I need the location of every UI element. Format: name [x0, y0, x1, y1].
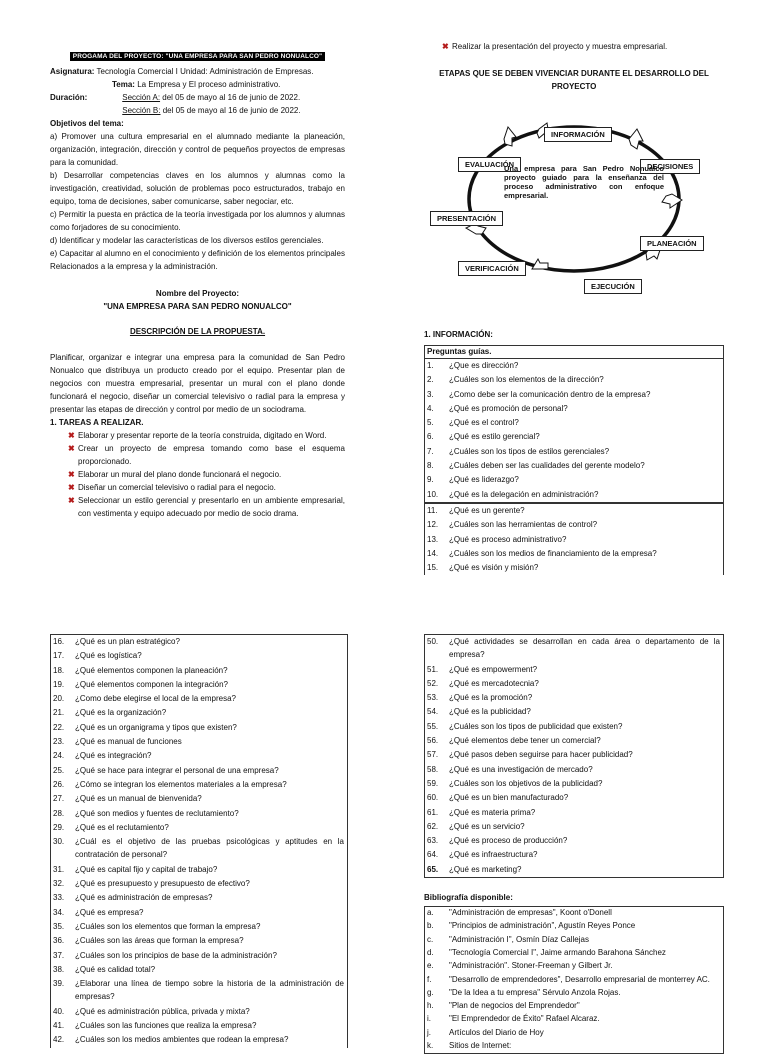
list-item [51, 692, 347, 706]
asignatura-value: Tecnología Comercial I Unidad: [96, 67, 208, 76]
duracion-line [50, 91, 345, 104]
item-number: 17. [53, 651, 65, 661]
item-text: ¿Qué es un organigrama y tipos que existen? [75, 722, 237, 732]
item-number: 14. [427, 548, 439, 558]
item-number: 55. [427, 721, 439, 731]
item-text: Artículos del Diario de Hoy [449, 1027, 544, 1037]
item-number: 64. [427, 850, 439, 860]
item-text: ¿Qué es un bien manufacturado? [449, 793, 569, 803]
item-text: ¿Elaborar una línea de tiempo sobre la historia de la administración de empresas? [75, 979, 344, 1002]
asignatura-label: Asignatura: [50, 67, 95, 76]
item-number: 42. [53, 1035, 65, 1045]
item-number: 28. [53, 808, 65, 818]
item-number: 53. [427, 693, 439, 703]
item-text: ¿Qué es integración? [75, 751, 152, 761]
seccion-b-label: Sección B: [122, 106, 161, 115]
item-number: 8. [427, 461, 434, 471]
objetivos-list [50, 130, 345, 273]
item-number: 30. [53, 837, 65, 847]
item-text: Sitios de Internet: [449, 1041, 512, 1051]
preguntas-list-3 [51, 635, 347, 1048]
item-number: b. [427, 921, 434, 931]
item-text: ¿Qué es proceso de producción? [449, 836, 568, 846]
list-item [51, 863, 347, 877]
list-item [425, 987, 723, 1000]
item-text: ¿Qué es capital fijo y capital de trabajo? [75, 864, 218, 874]
item-text: ¿Qué es manual de funciones [75, 737, 182, 747]
item-number: 41. [53, 1021, 65, 1031]
item-number: 3. [427, 389, 434, 399]
item-number: k. [427, 1041, 434, 1051]
item-text: ¿Qué es promoción de personal? [449, 403, 568, 413]
tema-label: Tema: [112, 80, 135, 89]
item-number: 12. [427, 520, 439, 530]
item-text: ¿Cuáles son los tipos de publicidad que existen? [449, 721, 623, 731]
list-item [425, 561, 723, 575]
item-text: ¿Cuáles son las herramientas de control? [449, 520, 598, 530]
seccion-a-label: Sección A: [122, 93, 161, 102]
list-item [51, 649, 347, 663]
item-number: 61. [427, 807, 439, 817]
list-item [425, 791, 723, 805]
item-text: ¿Qué es marketing? [449, 864, 522, 874]
list-item [425, 806, 723, 820]
item-number: 20. [53, 694, 65, 704]
list-item [425, 834, 723, 848]
item-text: ¿Qué se hace para integrar el personal de una empresa? [75, 765, 279, 775]
list-item [425, 820, 723, 834]
duracion-label: Duración: [50, 93, 88, 102]
item-text: ¿Cuál es el objetivo de las pruebas psicológicas y aptitudes en la contratación de personal? [75, 837, 344, 860]
preguntas-list-2 [425, 504, 723, 575]
list-item [425, 473, 723, 487]
list-item [425, 734, 723, 748]
list-item [51, 764, 347, 778]
item-text: ¿Qué es el control? [449, 418, 519, 428]
item-text: ¿Cuáles son los objetivos de la publicidad? [449, 778, 603, 788]
list-item [425, 947, 723, 960]
item-number: 35. [53, 921, 65, 931]
item-text: ¿Qué son medios y fuentes de reclutamiento? [75, 808, 239, 818]
list-item [425, 459, 723, 473]
item-number: 40. [53, 1006, 65, 1016]
objetivos-label: Objetivos del tema: [50, 119, 124, 128]
cross-bullet-icon: ✖ [68, 470, 75, 479]
item-text: ¿Qué es logística? [75, 651, 142, 661]
list-item [51, 721, 347, 735]
item-number: 50. [427, 637, 439, 646]
item-text: ¿Qué es empresa? [75, 907, 144, 917]
seccion-a-value: del 05 de mayo al 16 de junio de 2022. [162, 93, 301, 102]
list-item [425, 488, 723, 502]
item-text: ¿Qué pasos deben seguirse para hacer publicidad? [449, 750, 633, 760]
item-text: ¿Qué elementos debe tener un comercial? [449, 736, 601, 746]
preguntas-list-4 [425, 635, 723, 877]
item-number: 63. [427, 836, 439, 846]
item-number: 34. [53, 907, 65, 917]
list-item [51, 906, 347, 920]
descripcion-text: Planificar, organizar e integrar una empresa para la comunidad de San Pedro Nonualco que distribuya un producto creado por el equipo. Presentar plan de negocios con muestra empresarial, presentar un mural con el plano donde funcionará el negocio, diseñar un comercial televisivo o radial para la empresa y presentar las etapas de dirección y control por medio de un sociodrama. [50, 353, 345, 414]
item-text: ¿Qué actividades se desarrollan en cada área o departamento de la empresa? [449, 637, 720, 660]
item-text: ¿Qué es la delegación en administración? [449, 489, 599, 499]
node-presentacion: PRESENTACIÓN [430, 211, 503, 226]
cross-bullet-icon: ✖ [68, 431, 75, 440]
list-item [425, 416, 723, 430]
item-text: ¿Qué es calidad total? [75, 964, 156, 974]
list-item [51, 934, 347, 948]
item-number: j. [427, 1027, 431, 1037]
item-number: 6. [427, 432, 434, 442]
cycle-center-text: Una empresa para San Pedro Nonualco proyecto guiado para la enseñanza del proceso administrativo con enfoque empresarial. [504, 164, 664, 200]
item-number: 29. [53, 822, 65, 832]
item-text: "Tecnología Comercial I", Jaime armando Barahona Sánchez [449, 947, 666, 957]
descripcion-title: DESCRIPCIÓN DE LA PROPUESTA. [129, 327, 266, 336]
item-number: h. [427, 1001, 434, 1011]
informacion-title: 1. INFORMACIÓN: [424, 330, 493, 339]
list-item [425, 920, 723, 933]
top-right-page [424, 40, 724, 575]
list-item [51, 877, 347, 891]
item-number: i. [427, 1014, 431, 1024]
objetivo-b: b) Desarrollar competencias claves en los alumnos y alumnas como la investigación, creatividad, solución de problemas poco estructurados, trabajo en equipo, toma de decisiones, saber comunicarse, saber negociar, etc. [50, 171, 345, 206]
list-item: ✖ Crear un proyecto de empresa tomando como base el esquema proporcionado. [68, 444, 345, 466]
preguntas-box-3 [50, 634, 348, 1048]
item-text: ¿Qué es materia prima? [449, 807, 536, 817]
item-text: ¿Cómo se integran los elementos materiales a la empresa? [75, 779, 287, 789]
list-item [425, 863, 723, 877]
item-text: ¿Cuáles son los principios de base de la administración? [75, 950, 277, 960]
item-number: 57. [427, 750, 439, 760]
item-number: 24. [53, 751, 65, 761]
bottom-left-page [50, 634, 348, 1048]
item-text: ¿Qué es el reclutamiento? [75, 822, 169, 832]
item-number: 7. [427, 446, 434, 456]
item-text: ¿Cuáles son los medios ambientes que rodean la empresa? [75, 1035, 289, 1045]
list-item [425, 907, 723, 920]
item-number: 2. [427, 375, 434, 385]
biblio-title: Bibliografía disponible: [424, 893, 513, 903]
item-number: 21. [53, 708, 65, 718]
list-item [51, 821, 347, 835]
item-number: 62. [427, 821, 439, 831]
node-verificacion: VERIFICACIÓN [458, 261, 526, 276]
list-item [425, 359, 723, 373]
item-number: g. [427, 987, 434, 997]
item-text: ¿Qué es una investigación de mercado? [449, 764, 593, 774]
list-item: ✖ Realizar la presentación del proyecto y muestra empresarial. [442, 42, 668, 51]
item-text: ¿Cuáles son las funciones que realiza la empresa? [75, 1021, 257, 1031]
list-item [425, 960, 723, 973]
list-item [425, 720, 723, 734]
list-item [425, 1027, 723, 1040]
item-text: ¿Como debe ser la comunicación dentro de la empresa? [449, 389, 651, 399]
item-text: ¿Cuáles son los elementos que forman la empresa? [75, 921, 261, 931]
preguntas-box-1 [424, 345, 724, 503]
item-number: 52. [427, 678, 439, 688]
nombre-label: Nombre del Proyecto: [155, 289, 240, 298]
top-left-page [50, 52, 345, 520]
item-text: ¿Qué es liderazgo? [449, 475, 519, 485]
item-number: 23. [53, 737, 65, 747]
item-text: ¿Cuáles son los elementos de la dirección? [449, 375, 604, 385]
list-item [425, 848, 723, 862]
list-item: ✖ Diseñar un comercial televisivo o radial para el negocio. [68, 483, 276, 492]
list-item [425, 635, 723, 663]
item-number: 9. [427, 475, 434, 485]
item-text: "Plan de negocios del Emprendedor" [449, 1001, 580, 1011]
tareas-title: 1. TAREAS A REALIZAR. [50, 418, 144, 427]
item-text: ¿Qué elementos componen la planeación? [75, 665, 228, 675]
item-number: 51. [427, 664, 439, 674]
cross-bullet-icon: ✖ [68, 483, 75, 492]
list-item [425, 402, 723, 416]
tema-value: La Empresa y El proceso administrativo. [137, 80, 281, 89]
list-item [425, 677, 723, 691]
item-text: ¿Qué es la organización? [75, 708, 167, 718]
asignatura-line [50, 65, 345, 78]
objetivo-a: a) Promover una cultura empresarial en el alumnado mediante la planeación, organización, integración, dirección y control de pequeños proyectos de empresas para la comunidad. [50, 132, 345, 167]
program-banner: PROGAMA DEL PROYECTO: "UNA EMPRESA PARA SAN PEDRO NONUALCO" [70, 52, 325, 61]
list-item [425, 1000, 723, 1013]
item-text: ¿Cuáles son los medios de financiamiento de la empresa? [449, 548, 657, 558]
objetivo-c: c) Permitir la puesta en práctica de la teoría investigada por los alumnos y alumnas como forjadores de su conocimiento. [50, 210, 345, 232]
list-item [425, 763, 723, 777]
item-text: "Administración I", Osmín Díaz Callejas [449, 934, 589, 944]
asignatura-value2: Administración de Empresas. [209, 67, 314, 76]
item-number: 31. [53, 864, 65, 874]
list-item [51, 635, 347, 649]
item-number: 32. [53, 879, 65, 889]
list-item [51, 891, 347, 905]
item-text: ¿Qué es proceso administrativo? [449, 534, 567, 544]
item-number: 39. [53, 979, 65, 989]
seccion-b-line [50, 104, 345, 117]
item-number: 10. [427, 489, 439, 499]
item-text: ¿Qué es mercadotecnia? [449, 678, 539, 688]
item-number: 16. [53, 637, 65, 646]
item-number: 54. [427, 707, 439, 717]
item-text: "El Emprendedor de Éxito" Rafael Alcaraz. [449, 1014, 600, 1024]
item-number: 25. [53, 765, 65, 775]
cycle-diagram [424, 99, 724, 289]
item-number: 56. [427, 736, 439, 746]
item-number: 59. [427, 778, 439, 788]
list-item [51, 963, 347, 977]
item-number: 26. [53, 779, 65, 789]
item-number: 15. [427, 563, 439, 573]
nombre-value: "UNA EMPRESA PARA SAN PEDRO NONUALCO" [103, 302, 292, 311]
item-text: ¿Cuáles son los tipos de estilos gerenciales? [449, 446, 610, 456]
list-item: ✖ Elaborar y presentar reporte de la teoría construida, digitado en Word. [68, 431, 327, 440]
list-item: ✖ Elaborar un mural del plano donde funcionará el negocio. [68, 470, 282, 479]
list-item [425, 518, 723, 532]
item-number: 1. [427, 361, 434, 370]
tema-line [50, 78, 345, 91]
node-informacion: INFORMACIÓN [544, 127, 612, 142]
list-item [51, 735, 347, 749]
item-text: ¿Cuáles deben ser las cualidades del gerente modelo? [449, 461, 645, 471]
node-evaluacion: EVALUACIÓN [458, 157, 521, 172]
list-item [425, 533, 723, 547]
item-text: ¿Qué elementos componen la integración? [75, 679, 228, 689]
item-number: e. [427, 961, 434, 971]
item-number: d. [427, 947, 434, 957]
list-item [51, 807, 347, 821]
list-item [51, 1019, 347, 1033]
list-item [425, 373, 723, 387]
item-text: ¿Qué es infraestructura? [449, 850, 538, 860]
item-number: 4. [427, 403, 434, 413]
node-decisiones: DECISIONES [640, 159, 700, 174]
item-number: 11. [427, 505, 438, 515]
biblio-list [425, 907, 723, 1053]
preguntas-box-4 [424, 634, 724, 878]
item-text: "Administración de empresas", Koont o'Donell [449, 908, 612, 918]
list-item [51, 1033, 347, 1047]
list-item [425, 445, 723, 459]
list-item [51, 664, 347, 678]
list-item [425, 504, 723, 518]
item-number: 37. [53, 950, 65, 960]
list-item [425, 663, 723, 677]
item-text: ¿Qué es estilo gerencial? [449, 432, 540, 442]
list-item [51, 977, 347, 1005]
node-ejecucion: EJECUCIÓN [584, 279, 642, 294]
item-text: ¿Qué es la publicidad? [449, 707, 531, 717]
item-text: "Administración". Stoner-Freeman y Gilbert Jr. [449, 961, 613, 971]
list-item [51, 1005, 347, 1019]
list-item [51, 706, 347, 720]
item-text: ¿Qué es un gerente? [449, 505, 525, 515]
item-number: a. [427, 908, 434, 918]
item-number: f. [427, 974, 432, 984]
list-item: ✖ Seleccionar un estilo gerencial y presentarlo en un ambiente empresarial, con vestimenta y equipo adecuado por medio de socio drama. [68, 496, 345, 518]
list-item [51, 920, 347, 934]
list-item [51, 749, 347, 763]
item-text: ¿Qué es administración pública, privada y mixta? [75, 1006, 250, 1016]
item-number: 5. [427, 418, 434, 428]
item-text: ¿Qué es un manual de bienvenida? [75, 794, 202, 804]
preguntas-label: Preguntas guías. [425, 346, 723, 359]
list-item [425, 748, 723, 762]
item-text: "Desarrollo de emprendedores", Desarrollo empresarial de monterrey AC. [449, 974, 710, 984]
item-number: c. [427, 934, 434, 944]
list-item [425, 777, 723, 791]
item-text: ¿Como debe elegirse el local de la empresa? [75, 694, 236, 704]
item-number: 27. [53, 794, 65, 804]
item-number: 18. [53, 665, 65, 675]
list-item [425, 547, 723, 561]
cycle-title: ETAPAS QUE SE DEBEN VIVENCIAR DURANTE EL DESARROLLO DEL PROYECTO [439, 69, 709, 91]
cross-bullet-icon: ✖ [442, 42, 449, 51]
node-planeacion: PLANEACIÓN [640, 236, 704, 251]
preguntas-list-1 [425, 359, 723, 502]
cross-bullet-icon: ✖ [68, 496, 75, 505]
objetivo-d: d) Identificar y modelar las características de los diversos estilos gerenciales. [50, 236, 324, 245]
list-item [425, 705, 723, 719]
list-item [425, 1013, 723, 1026]
list-item [425, 430, 723, 444]
item-text: "De la Idea a tu empresa" Sérvulo Anzola Rojas. [449, 987, 621, 997]
item-number: 19. [53, 679, 65, 689]
item-number: 38. [53, 964, 65, 974]
item-text: ¿Qué es un servicio? [449, 821, 525, 831]
item-text: ¿Que es dirección? [449, 361, 519, 370]
item-text: ¿Qué es empowerment? [449, 664, 538, 674]
item-text: ¿Qué es la promoción? [449, 693, 533, 703]
list-item [425, 691, 723, 705]
bottom-right-page [424, 634, 724, 1054]
list-item [51, 778, 347, 792]
item-number: 33. [53, 893, 65, 903]
list-item [425, 934, 723, 947]
item-text: ¿Qué es presupuesto y presupuesto de efectivo? [75, 879, 250, 889]
item-number: 65. [427, 864, 439, 874]
tarea-extra-list [442, 40, 724, 53]
item-number: 13. [427, 534, 439, 544]
item-text: ¿Qué es un plan estratégico? [75, 637, 180, 646]
cross-bullet-icon: ✖ [68, 444, 75, 453]
list-item [425, 974, 723, 987]
list-item [425, 388, 723, 402]
seccion-b-value: del 05 de mayo al 16 de junio de 2022. [162, 106, 301, 115]
list-item [51, 949, 347, 963]
tareas-list [68, 429, 345, 520]
objetivo-e: e) Capacitar al alumno en el conocimiento y definición de los elementos principales Relacionados a la empresa y la administración. [50, 249, 345, 271]
biblio-box [424, 906, 724, 1054]
item-text: ¿Qué es administración de empresas? [75, 893, 213, 903]
item-text: ¿Qué es visión y misión? [449, 563, 539, 573]
item-number: 58. [427, 764, 439, 774]
item-number: 22. [53, 722, 65, 732]
list-item [425, 1040, 723, 1053]
preguntas-box-2 [424, 503, 724, 575]
list-item [51, 678, 347, 692]
list-item [51, 835, 347, 863]
item-number: 60. [427, 793, 439, 803]
list-item [51, 792, 347, 806]
item-text: ¿Cuáles son las áreas que forman la empresa? [75, 936, 244, 946]
item-text: "Principios de administración", Agustín Reyes Ponce [449, 921, 636, 931]
item-number: 36. [53, 936, 65, 946]
